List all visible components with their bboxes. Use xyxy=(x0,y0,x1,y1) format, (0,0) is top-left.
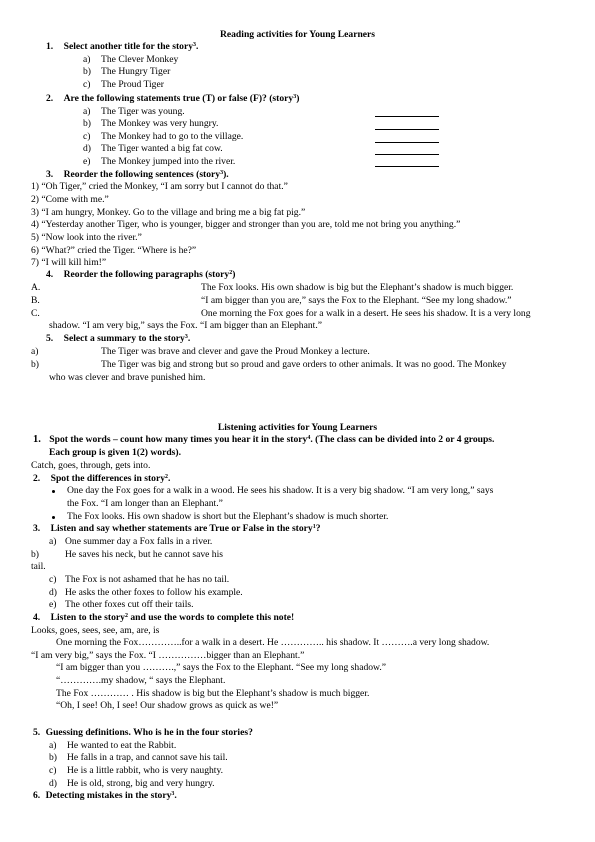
option-letter: c) xyxy=(83,131,91,142)
option-letter: c) xyxy=(49,765,57,776)
q-number: 5. xyxy=(46,333,54,344)
listening-q4 xyxy=(33,612,294,624)
q-text: Listen to the story xyxy=(50,612,125,623)
bullet-icon xyxy=(52,516,55,519)
option-letter: d) xyxy=(49,778,57,789)
option-letter: c) xyxy=(49,574,57,585)
option-text: The Tiger was young. xyxy=(101,106,185,117)
listening-q5 xyxy=(33,727,253,739)
reading-title: Reading activities for Young Learners xyxy=(219,29,376,40)
option-text: He is a little rabbit, who is very naughty. xyxy=(67,765,224,776)
option-letter: e) xyxy=(49,599,57,610)
paragraph-text-cont: shadow. “I am very big,” says the Fox. “I am bigger than an Elephant.” xyxy=(49,320,322,331)
option-text: The Monkey jumped into the river. xyxy=(101,156,236,167)
q-sup: 3 xyxy=(193,42,196,48)
q-end: ) xyxy=(232,269,236,280)
option-text: The Monkey was very hungry. xyxy=(101,118,219,129)
q-sup: 1 xyxy=(312,524,316,530)
sentence-line: 3) “I am hungry, Monkey. Go to the village and bring me a big fat pig.” xyxy=(31,207,306,218)
q-end: ) xyxy=(296,93,300,104)
bullet-icon xyxy=(52,490,55,493)
listening-q6 xyxy=(33,790,177,802)
q-end: and use the words to complete this note! xyxy=(127,612,295,623)
option-letter: b) xyxy=(83,118,91,129)
q-text: Are the following statements true (T) or false (F)? (story xyxy=(63,93,294,104)
option-text: The Hungry Tiger xyxy=(101,66,171,77)
option-letter: a) xyxy=(31,346,39,357)
option-text: The Tiger wanted a big fat cow. xyxy=(101,143,223,154)
reading-q4 xyxy=(46,269,235,281)
q-sup: 2 xyxy=(229,270,233,276)
option-letter: b) xyxy=(49,752,57,763)
q-number: 4. xyxy=(33,612,41,623)
q-end: . xyxy=(174,790,177,801)
paragraph-text: The Fox looks. His own shadow is big but the Elephant’s shadow is much bigger. xyxy=(201,282,514,293)
note-line: “I am bigger than you ……….,” says the Fox to the Elephant. “See my long shadow.” xyxy=(56,662,387,673)
answer-blank[interactable] xyxy=(375,142,439,143)
paragraph-text: “I am bigger than you are,” says the Fox to the Elephant. “See my long shadow.” xyxy=(201,295,512,306)
q-text: Spot the differences in story xyxy=(50,473,166,484)
option-letter: d) xyxy=(83,143,91,154)
q-text: Select another title for the story xyxy=(63,41,193,52)
reading-q1 xyxy=(46,41,198,53)
q-sup: 3 xyxy=(220,170,224,176)
q-sup: 3 xyxy=(184,334,188,340)
word-list: Catch, goes, through, gets into. xyxy=(31,460,151,471)
q-number: 4. xyxy=(46,269,54,280)
option-text: One summer day a Fox falls in a river. xyxy=(65,536,213,547)
option-letter: e) xyxy=(83,156,91,167)
word-list: Looks, goes, sees, see, am, are, is xyxy=(31,625,160,636)
option-text: He falls in a trap, and cannot save his tail. xyxy=(67,752,228,763)
q-end: . xyxy=(196,41,199,52)
answer-blank[interactable] xyxy=(375,154,439,155)
answer-blank[interactable] xyxy=(375,166,439,167)
note-line: “………….my shadow, “ says the Elephant. xyxy=(56,675,226,686)
q-number: 1. xyxy=(33,434,41,445)
q-text: Select a summary to the story xyxy=(63,333,185,344)
note-line: “Oh, I see! Oh, I see! Our shadow grows as quick as we!” xyxy=(56,700,279,711)
q-text: Listen and say whether statements are True or False in the story xyxy=(50,523,313,534)
note-line: “I am very big,” says the Fox. “I ……………bigger than an Elephant.” xyxy=(31,650,305,661)
option-text: He wanted to eat the Rabbit. xyxy=(67,740,177,751)
q-end: . (The class can be divided into 2 or 4 groups. xyxy=(310,434,495,445)
listening-title: Listening activities for Young Learners xyxy=(217,422,378,433)
q-text: Spot the words – count how many times you hear it in the story xyxy=(49,434,308,445)
paragraph-letter: C. xyxy=(31,308,40,319)
q-sup: 2 xyxy=(165,474,169,480)
listening-q1-line2: Each group is given 1(2) words). xyxy=(49,447,182,458)
sentence-line: 2) “Come with me.” xyxy=(31,194,109,205)
bullet-text: The Fox looks. His own shadow is short but the Elephant’s shadow is much shorter. xyxy=(67,511,389,522)
option-text: He is old, strong, big and very hungry. xyxy=(67,778,215,789)
q-number: 2. xyxy=(46,93,54,104)
q-end: ? xyxy=(315,523,321,534)
q-number: 1. xyxy=(46,41,54,52)
q-text: Detecting mistakes in the story xyxy=(45,790,172,801)
paragraph-letter: B. xyxy=(31,295,40,306)
q-number: 3. xyxy=(33,523,41,534)
answer-blank[interactable] xyxy=(375,129,439,130)
option-text: The other foxes cut off their tails. xyxy=(65,599,194,610)
q-sup: 3 xyxy=(171,791,175,797)
q-end: . xyxy=(168,473,171,484)
paragraph-text: One morning the Fox goes for a walk in a desert. He sees his shadow. It is a very long xyxy=(201,308,531,319)
q-end: . xyxy=(187,333,191,344)
q-number: 2. xyxy=(33,473,41,484)
q-text: Guessing definitions. Who is he in the four stories? xyxy=(45,727,253,738)
option-text: He saves his neck, but he cannot save his xyxy=(65,549,223,560)
option-text: The Fox is not ashamed that he has no tail. xyxy=(65,574,230,585)
option-text: The Clever Monkey xyxy=(101,54,179,65)
option-text-cont: who was clever and brave punished him. xyxy=(49,372,206,383)
option-text-cont: tail. xyxy=(31,561,46,572)
paragraph-letter: A. xyxy=(31,282,41,293)
q-number: 5. xyxy=(33,727,41,738)
sentence-line: 5) “Now look into the river.” xyxy=(31,232,142,243)
bullet-text: One day the Fox goes for a walk in a wood. He sees his shadow. It is a very big shadow. “I am very long,” says xyxy=(67,485,494,496)
note-line: One morning the Fox…………..for a walk in a desert. He ………….. his shadow. It ……….a very long shadow. xyxy=(56,637,490,648)
reading-q3 xyxy=(46,169,229,181)
option-letter: a) xyxy=(83,54,91,65)
option-text: The Tiger was brave and clever and gave the Proud Monkey a lecture. xyxy=(101,346,370,357)
q-sup: 4 xyxy=(307,435,311,441)
option-letter: d) xyxy=(49,587,57,598)
option-letter: a) xyxy=(83,106,91,117)
option-letter: a) xyxy=(49,536,57,547)
q-text: Reorder the following sentences (story xyxy=(63,169,221,180)
q-end: ). xyxy=(223,169,229,180)
option-letter: c) xyxy=(83,79,91,90)
q-number: 6. xyxy=(33,790,41,801)
q-sup: 3 xyxy=(293,94,297,100)
option-letter: b) xyxy=(31,549,39,560)
sentence-line: 6) “What?” cried the Tiger. “Where is he?” xyxy=(31,245,197,256)
q-text: Reorder the following paragraphs (story xyxy=(63,269,230,280)
sentence-line: 1) “Oh Tiger,” cried the Monkey, “I am sorry but I cannot do that.” xyxy=(31,181,288,192)
reading-q2 xyxy=(46,93,299,105)
reading-q5 xyxy=(46,333,190,345)
note-line: The Fox ………… . His shadow is big but the Elephant’s shadow is much bigger. xyxy=(56,688,370,699)
q-number: 3. xyxy=(46,169,54,180)
option-text: The Tiger was big and strong but so proud and gave orders to other animals. It was no good. The Monkey xyxy=(101,359,507,370)
answer-blank[interactable] xyxy=(375,116,439,117)
option-letter: b) xyxy=(31,359,39,370)
option-text: The Proud Tiger xyxy=(101,79,164,90)
sentence-line: 7) “I will kill him!” xyxy=(31,257,107,268)
listening-q2 xyxy=(33,473,170,485)
listening-q1 xyxy=(33,434,494,446)
option-text: The Monkey had to go to the village. xyxy=(101,131,244,142)
listening-q3 xyxy=(33,523,321,535)
q-sup: 2 xyxy=(124,613,128,619)
sentence-line: 4) “Yesterday another Tiger, who is younger, bigger and stronger than you are, told me not bring you anything.” xyxy=(31,219,461,230)
option-letter: b) xyxy=(83,66,91,77)
option-text: He asks the other foxes to follow his example. xyxy=(65,587,243,598)
option-letter: a) xyxy=(49,740,57,751)
bullet-text-cont: the Fox. “I am longer than an Elephant.” xyxy=(67,498,223,509)
